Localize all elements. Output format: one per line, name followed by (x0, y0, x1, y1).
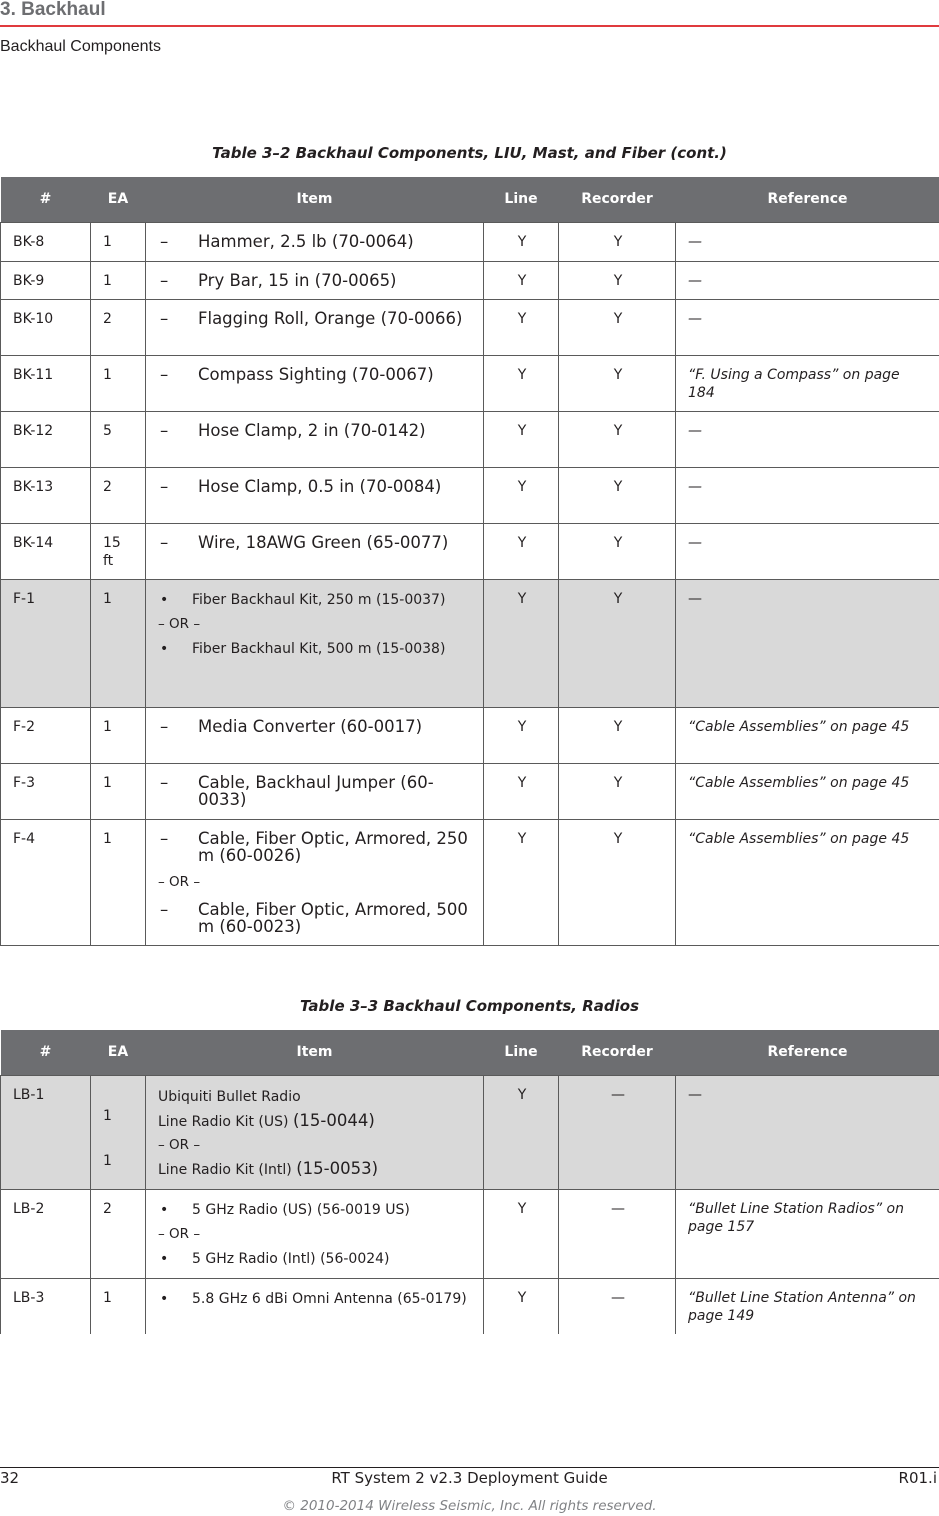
cell-item (146, 411, 484, 467)
col-header-number: # (1, 177, 91, 222)
cell-ea: 15 ft (91, 523, 146, 579)
table-3-2 (0, 177, 939, 946)
cell-line: Y (484, 222, 559, 261)
section-title: 3. Backhaul (0, 0, 106, 20)
col-header-line: Line (484, 1030, 559, 1075)
col-header-reference: Reference (676, 1030, 939, 1075)
ea-value: 1 (103, 1107, 112, 1124)
cell-recorder: Y (559, 579, 676, 707)
item-text: Cable, Fiber Optic, Armored, 250 m (60-0026) (198, 828, 468, 865)
cell-recorder: — (559, 1075, 676, 1189)
item-text: Media Converter (60-0017) (198, 716, 423, 736)
cell-recorder: Y (559, 467, 676, 523)
cell-ea: 1 (91, 222, 146, 261)
cell-line: Y (484, 299, 559, 355)
item-text: Wire, 18AWG Green (65-0077) (198, 532, 449, 552)
cell-id: BK-12 (1, 411, 91, 467)
cell-item (146, 707, 484, 763)
cell-line: Y (484, 579, 559, 707)
item-text: Cable, Backhaul Jumper (60-0033) (198, 772, 434, 809)
item-text: Hammer, 2.5 lb (70-0064) (198, 231, 414, 251)
cell-recorder: Y (559, 707, 676, 763)
table-row (1, 1189, 939, 1278)
kit-name: Line Radio Kit (US) (158, 1113, 289, 1130)
dash-marker: – (160, 772, 169, 792)
cell-line: Y (484, 411, 559, 467)
revision: R01.i (898, 1469, 937, 1487)
col-header-line: Line (484, 177, 559, 222)
cell-reference: — (676, 579, 939, 707)
cell-id: LB-1 (1, 1075, 91, 1189)
cell-ea (91, 1075, 146, 1189)
cell-recorder: Y (559, 819, 676, 945)
or-separator: – OR – (158, 1225, 201, 1242)
cell-id: LB-3 (1, 1278, 91, 1334)
cell-recorder: Y (559, 299, 676, 355)
item-text: 5 GHz Radio (Intl) (56-0024) (192, 1250, 390, 1267)
cell-recorder: Y (559, 222, 676, 261)
or-separator: – OR – (158, 1136, 201, 1153)
col-header-ea: EA (91, 1030, 146, 1075)
page-number: 32 (0, 1469, 20, 1487)
cell-line: Y (484, 819, 559, 945)
cell-item (146, 523, 484, 579)
cell-reference: “Cable Assemblies” on page 45 (676, 819, 939, 945)
kit-part-number: (15-0053) (296, 1158, 379, 1178)
col-header-ea: EA (91, 177, 146, 222)
table-3-2-caption: Table 3–2 Backhaul Components, LIU, Mast, and Fiber (cont.) (212, 144, 727, 162)
cell-recorder: Y (559, 523, 676, 579)
item-text: Compass Sighting (70-0067) (198, 364, 434, 384)
table-row (1, 411, 939, 467)
cell-reference: — (676, 299, 939, 355)
cell-ea: 2 (91, 467, 146, 523)
cell-item (146, 579, 484, 707)
table-header-row (1, 1030, 939, 1075)
cell-line: Y (484, 1075, 559, 1189)
document-title: RT System 2 v2.3 Deployment Guide (331, 1469, 608, 1487)
cell-line: Y (484, 763, 559, 819)
table-row (1, 763, 939, 819)
table-row (1, 523, 939, 579)
cell-ea: 1 (91, 707, 146, 763)
ea-value: 1 (103, 1152, 112, 1169)
item-title: Ubiquiti Bullet Radio (158, 1088, 301, 1105)
kit-part-number: (15-0044) (292, 1110, 375, 1130)
cell-line: Y (484, 1278, 559, 1334)
cell-item (146, 299, 484, 355)
cell-id: BK-8 (1, 222, 91, 261)
subsection-title: Backhaul Components (0, 38, 161, 55)
cell-item (146, 261, 484, 299)
cell-ea: 2 (91, 299, 146, 355)
table-3-3 (0, 1030, 939, 1334)
cell-item (146, 1278, 484, 1334)
bullet-marker: • (160, 640, 169, 657)
cell-ea: 5 (91, 411, 146, 467)
item-text: Flagging Roll, Orange (70-0066) (198, 308, 463, 328)
cell-line: Y (484, 707, 559, 763)
cell-line: Y (484, 261, 559, 299)
table-row (1, 355, 939, 411)
dash-marker: – (160, 270, 169, 290)
cell-recorder: Y (559, 261, 676, 299)
bullet-marker: • (160, 1290, 169, 1307)
table-row (1, 819, 939, 945)
cell-reference: — (676, 222, 939, 261)
bullet-marker: • (160, 1250, 169, 1267)
cell-line: Y (484, 523, 559, 579)
footer-rule (0, 1467, 939, 1468)
item-text: Cable, Fiber Optic, Armored, 500 m (60-0023) (198, 899, 468, 936)
item-text: Fiber Backhaul Kit, 500 m (15-0038) (192, 640, 446, 657)
cell-reference: — (676, 523, 939, 579)
cell-recorder: — (559, 1278, 676, 1334)
col-header-recorder: Recorder (559, 1030, 676, 1075)
table-row (1, 579, 939, 707)
cell-recorder: Y (559, 411, 676, 467)
table-row (1, 707, 939, 763)
item-text: 5.8 GHz 6 dBi Omni Antenna (65-0179) (192, 1290, 467, 1307)
table-row (1, 261, 939, 299)
dash-marker: – (160, 364, 169, 384)
cell-reference: “Bullet Line Station Radios” on page 157 (676, 1189, 939, 1278)
cell-id: F-2 (1, 707, 91, 763)
cell-reference: — (676, 261, 939, 299)
cell-id: BK-10 (1, 299, 91, 355)
cell-id: BK-11 (1, 355, 91, 411)
cell-line: Y (484, 355, 559, 411)
cell-ea: 1 (91, 579, 146, 707)
item-text: Hose Clamp, 0.5 in (70-0084) (198, 476, 442, 496)
table-row (1, 222, 939, 261)
cell-item (146, 222, 484, 261)
cell-ea: 1 (91, 763, 146, 819)
table-row (1, 299, 939, 355)
dash-marker: – (160, 828, 169, 848)
bullet-marker: • (160, 1201, 169, 1218)
cell-item (146, 1189, 484, 1278)
cell-id: F-3 (1, 763, 91, 819)
col-header-recorder: Recorder (559, 177, 676, 222)
cell-reference: “Cable Assemblies” on page 45 (676, 707, 939, 763)
or-separator: – OR – (158, 873, 201, 890)
dash-marker: – (160, 532, 169, 552)
cell-line: Y (484, 1189, 559, 1278)
header-rule (0, 25, 939, 27)
table-row (1, 1075, 939, 1189)
item-text: Pry Bar, 15 in (70-0065) (198, 270, 397, 290)
cell-reference: — (676, 411, 939, 467)
cell-reference: “Bullet Line Station Antenna” on page 149 (676, 1278, 939, 1334)
cell-ea: 2 (91, 1189, 146, 1278)
cell-item (146, 1075, 484, 1189)
cell-line: Y (484, 467, 559, 523)
cell-recorder: — (559, 1189, 676, 1278)
item-text: 5 GHz Radio (US) (56-0019 US) (192, 1201, 410, 1218)
table-header-row (1, 177, 939, 222)
col-header-number: # (1, 1030, 91, 1075)
table-row (1, 467, 939, 523)
or-separator: – OR – (158, 615, 201, 632)
cell-id: BK-14 (1, 523, 91, 579)
cell-recorder: Y (559, 763, 676, 819)
cell-id: F-1 (1, 579, 91, 707)
cell-id: LB-2 (1, 1189, 91, 1278)
cell-reference: — (676, 467, 939, 523)
cell-id: F-4 (1, 819, 91, 945)
dash-marker: – (160, 899, 169, 919)
cell-item (146, 355, 484, 411)
kit-name: Line Radio Kit (Intl) (158, 1161, 292, 1178)
cell-item (146, 819, 484, 945)
cell-reference: “Cable Assemblies” on page 45 (676, 763, 939, 819)
kit-line (158, 1156, 473, 1183)
cell-ea: 1 (91, 819, 146, 945)
cell-ea: 1 (91, 261, 146, 299)
dash-marker: – (160, 476, 169, 496)
col-header-item: Item (146, 177, 484, 222)
item-text: Fiber Backhaul Kit, 250 m (15-0037) (192, 591, 446, 608)
col-header-item: Item (146, 1030, 484, 1075)
cell-ea: 1 (91, 355, 146, 411)
bullet-marker: • (160, 591, 169, 608)
dash-marker: – (160, 231, 169, 251)
copyright: © 2010-2014 Wireless Seismic, Inc. All rights reserved. (282, 1498, 657, 1514)
cell-ea: 1 (91, 1278, 146, 1334)
cell-id: BK-9 (1, 261, 91, 299)
item-text: Hose Clamp, 2 in (70-0142) (198, 420, 426, 440)
table-row (1, 1278, 939, 1334)
dash-marker: – (160, 420, 169, 440)
col-header-reference: Reference (676, 177, 939, 222)
cell-reference: “F. Using a Compass” on page 184 (676, 355, 939, 411)
cell-id: BK-13 (1, 467, 91, 523)
dash-marker: – (160, 308, 169, 328)
cell-item (146, 763, 484, 819)
cell-item (146, 467, 484, 523)
dash-marker: – (160, 716, 169, 736)
cell-reference: — (676, 1075, 939, 1189)
table-3-3-caption: Table 3–3 Backhaul Components, Radios (299, 997, 640, 1015)
cell-recorder: Y (559, 355, 676, 411)
kit-line (158, 1108, 473, 1135)
